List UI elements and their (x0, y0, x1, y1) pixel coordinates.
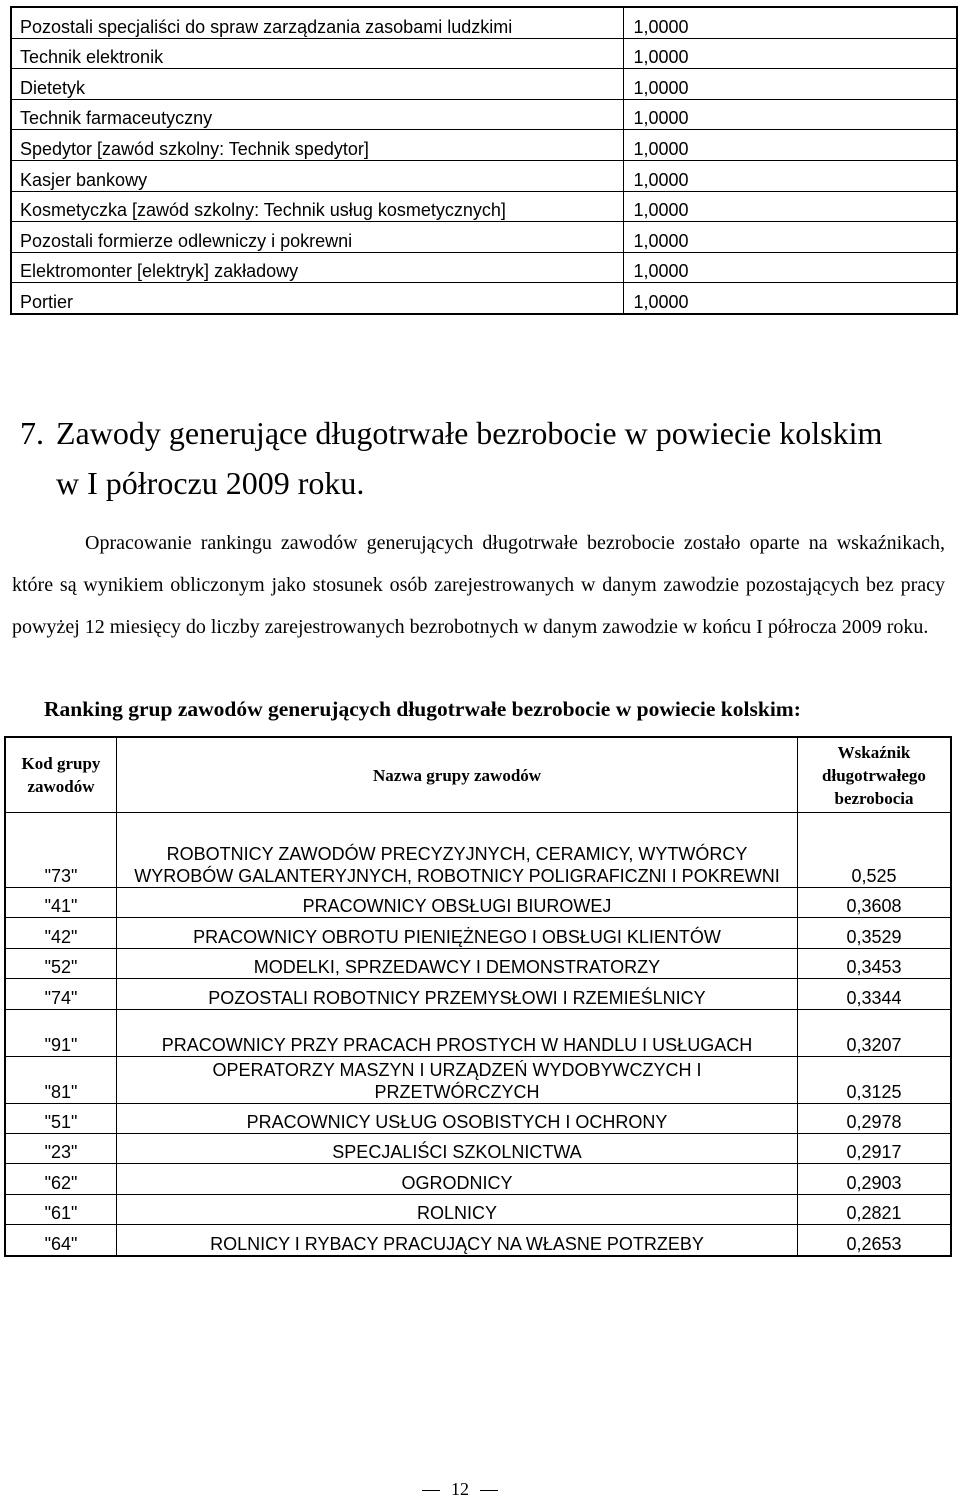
group-code: "52" (5, 948, 117, 978)
occupation-value: 1,0000 (623, 7, 957, 38)
table-row (5, 1056, 951, 1103)
group-code: "73" (5, 813, 117, 888)
group-code: "23" (5, 1133, 117, 1163)
group-name: MODELKI, SPRZEDAWCY I DEMONSTRATORZY (117, 948, 798, 978)
table-row (11, 38, 957, 69)
group-code: "41" (5, 888, 117, 918)
table-row (11, 160, 957, 191)
group-index: 0,3207 (798, 1009, 952, 1056)
occupation-value: 1,0000 (623, 69, 957, 100)
occupation-name: Portier (11, 283, 623, 314)
group-name: ROLNICY (117, 1194, 798, 1224)
header-name: Nazwa grupy zawodów (117, 737, 798, 813)
group-index: 0,3529 (798, 918, 952, 948)
header-code: Kod grupy zawodów (5, 737, 117, 813)
header-index: Wskaźnik długotrwałego bezrobocia (798, 737, 952, 813)
group-index: 0,3125 (798, 1056, 952, 1103)
table-row (11, 222, 957, 253)
ranking-header-row (5, 737, 951, 813)
table-row (5, 888, 951, 918)
group-code: "61" (5, 1194, 117, 1224)
group-index: 0,2978 (798, 1103, 952, 1133)
occupation-name: Pozostali specjaliści do spraw zarządzania zasobami ludzkimi (11, 7, 623, 38)
occupation-name: Elektromonter [elektryk] zakładowy (11, 252, 623, 283)
group-name: OGRODNICY (117, 1164, 798, 1194)
table-row (5, 918, 951, 948)
group-name: OPERATORZY MASZYN I URZĄDZEŃ WYDOBYWCZYCH I PRZETWÓRCZYCH (117, 1056, 798, 1103)
occupation-name: Spedytor [zawód szkolny: Technik spedytor] (11, 130, 623, 161)
section-heading-line1 (20, 408, 940, 458)
occupation-value: 1,0000 (623, 130, 957, 161)
group-index: 0,2821 (798, 1194, 952, 1224)
section-number: 7. (20, 415, 44, 451)
table-row (11, 99, 957, 130)
ranking-table (4, 736, 952, 1257)
ranking-title: Ranking grup zawodów generujących długotrwałe bezrobocie w powiecie kolskim: (44, 697, 801, 721)
table-row (11, 7, 957, 38)
group-name: PRACOWNICY PRZY PRACACH PROSTYCH W HANDLU I USŁUGACH (117, 1009, 798, 1056)
occupation-name: Dietetyk (11, 69, 623, 100)
occupation-value: 1,0000 (623, 222, 957, 253)
description-paragraph: Opracowanie rankingu zawodów generujących długotrwałe bezrobocie zostało oparte na wskaźnikach, które są wynikiem obliczonym jako stosunek osób zarejestrowanych w danym zawodzie pozostających bez pracy powyżej 12 miesięcy do liczby zarejestrowanych bezrobotnych w danym zawodzie w końcu I półrocza 2009 roku. (12, 532, 945, 638)
occupation-value: 1,0000 (623, 252, 957, 283)
table-row (5, 1103, 951, 1133)
occupation-values-table (10, 6, 958, 315)
occupation-name: Technik elektronik (11, 38, 623, 69)
group-name: PRACOWNICY OBSŁUGI BIUROWEJ (117, 888, 798, 918)
group-name: PRACOWNICY OBROTU PIENIĘŻNEGO I OBSŁUGI KLIENTÓW (117, 918, 798, 948)
table-row (11, 191, 957, 222)
group-name: SPECJALIŚCI SZKOLNICTWA (117, 1133, 798, 1163)
table-row (5, 1009, 951, 1056)
section-title: Zawody generujące długotrwałe bezrobocie w powiecie kolskim (56, 415, 883, 451)
group-index: 0,2653 (798, 1225, 952, 1256)
group-code: "81" (5, 1056, 117, 1103)
table-row (5, 1194, 951, 1224)
section-heading (20, 408, 940, 508)
table-row (11, 283, 957, 314)
table-row (11, 252, 957, 283)
group-code: "62" (5, 1164, 117, 1194)
occupation-name: Kasjer bankowy (11, 160, 623, 191)
occupation-name: Technik farmaceutyczny (11, 99, 623, 130)
occupation-value: 1,0000 (623, 283, 957, 314)
table-row (5, 1133, 951, 1163)
group-code: "51" (5, 1103, 117, 1133)
group-index: 0,2917 (798, 1133, 952, 1163)
group-name: PRACOWNICY USŁUG OSOBISTYCH I OCHRONY (117, 1103, 798, 1133)
group-name: ROLNICY I RYBACY PRACUJĄCY NA WŁASNE POTRZEBY (117, 1225, 798, 1256)
group-index: 0,525 (798, 813, 952, 888)
group-index: 0,3453 (798, 948, 952, 978)
occupation-value: 1,0000 (623, 191, 957, 222)
group-name: ROBOTNICY ZAWODÓW PRECYZYJNYCH, CERAMICY, WYTWÓRCY WYROBÓW GALANTERYJNYCH, ROBOTNICY POLIGRAFICZNI I POKREWNI (117, 813, 798, 888)
group-code: "74" (5, 979, 117, 1009)
table-row (5, 948, 951, 978)
occupation-value: 1,0000 (623, 99, 957, 130)
table-row (5, 979, 951, 1009)
group-code: "91" (5, 1009, 117, 1056)
occupation-value: 1,0000 (623, 38, 957, 69)
table-row (5, 1225, 951, 1256)
occupation-value: 1,0000 (623, 160, 957, 191)
table-row (11, 130, 957, 161)
table-row (11, 69, 957, 100)
page-number: 12 (430, 1478, 490, 1500)
occupation-name: Pozostali formierze odlewniczy i pokrewni (11, 222, 623, 253)
section-title-line2: w I półroczu 2009 roku. (56, 465, 365, 501)
group-index: 0,3608 (798, 888, 952, 918)
table-row (5, 1164, 951, 1194)
group-index: 0,3344 (798, 979, 952, 1009)
table-row (5, 813, 951, 888)
group-code: "64" (5, 1225, 117, 1256)
occupation-name: Kosmetyczka [zawód szkolny: Technik usług kosmetycznych] (11, 191, 623, 222)
group-name: POZOSTALI ROBOTNICY PRZEMYSŁOWI I RZEMIEŚLNICY (117, 979, 798, 1009)
group-code: "42" (5, 918, 117, 948)
group-index: 0,2903 (798, 1164, 952, 1194)
